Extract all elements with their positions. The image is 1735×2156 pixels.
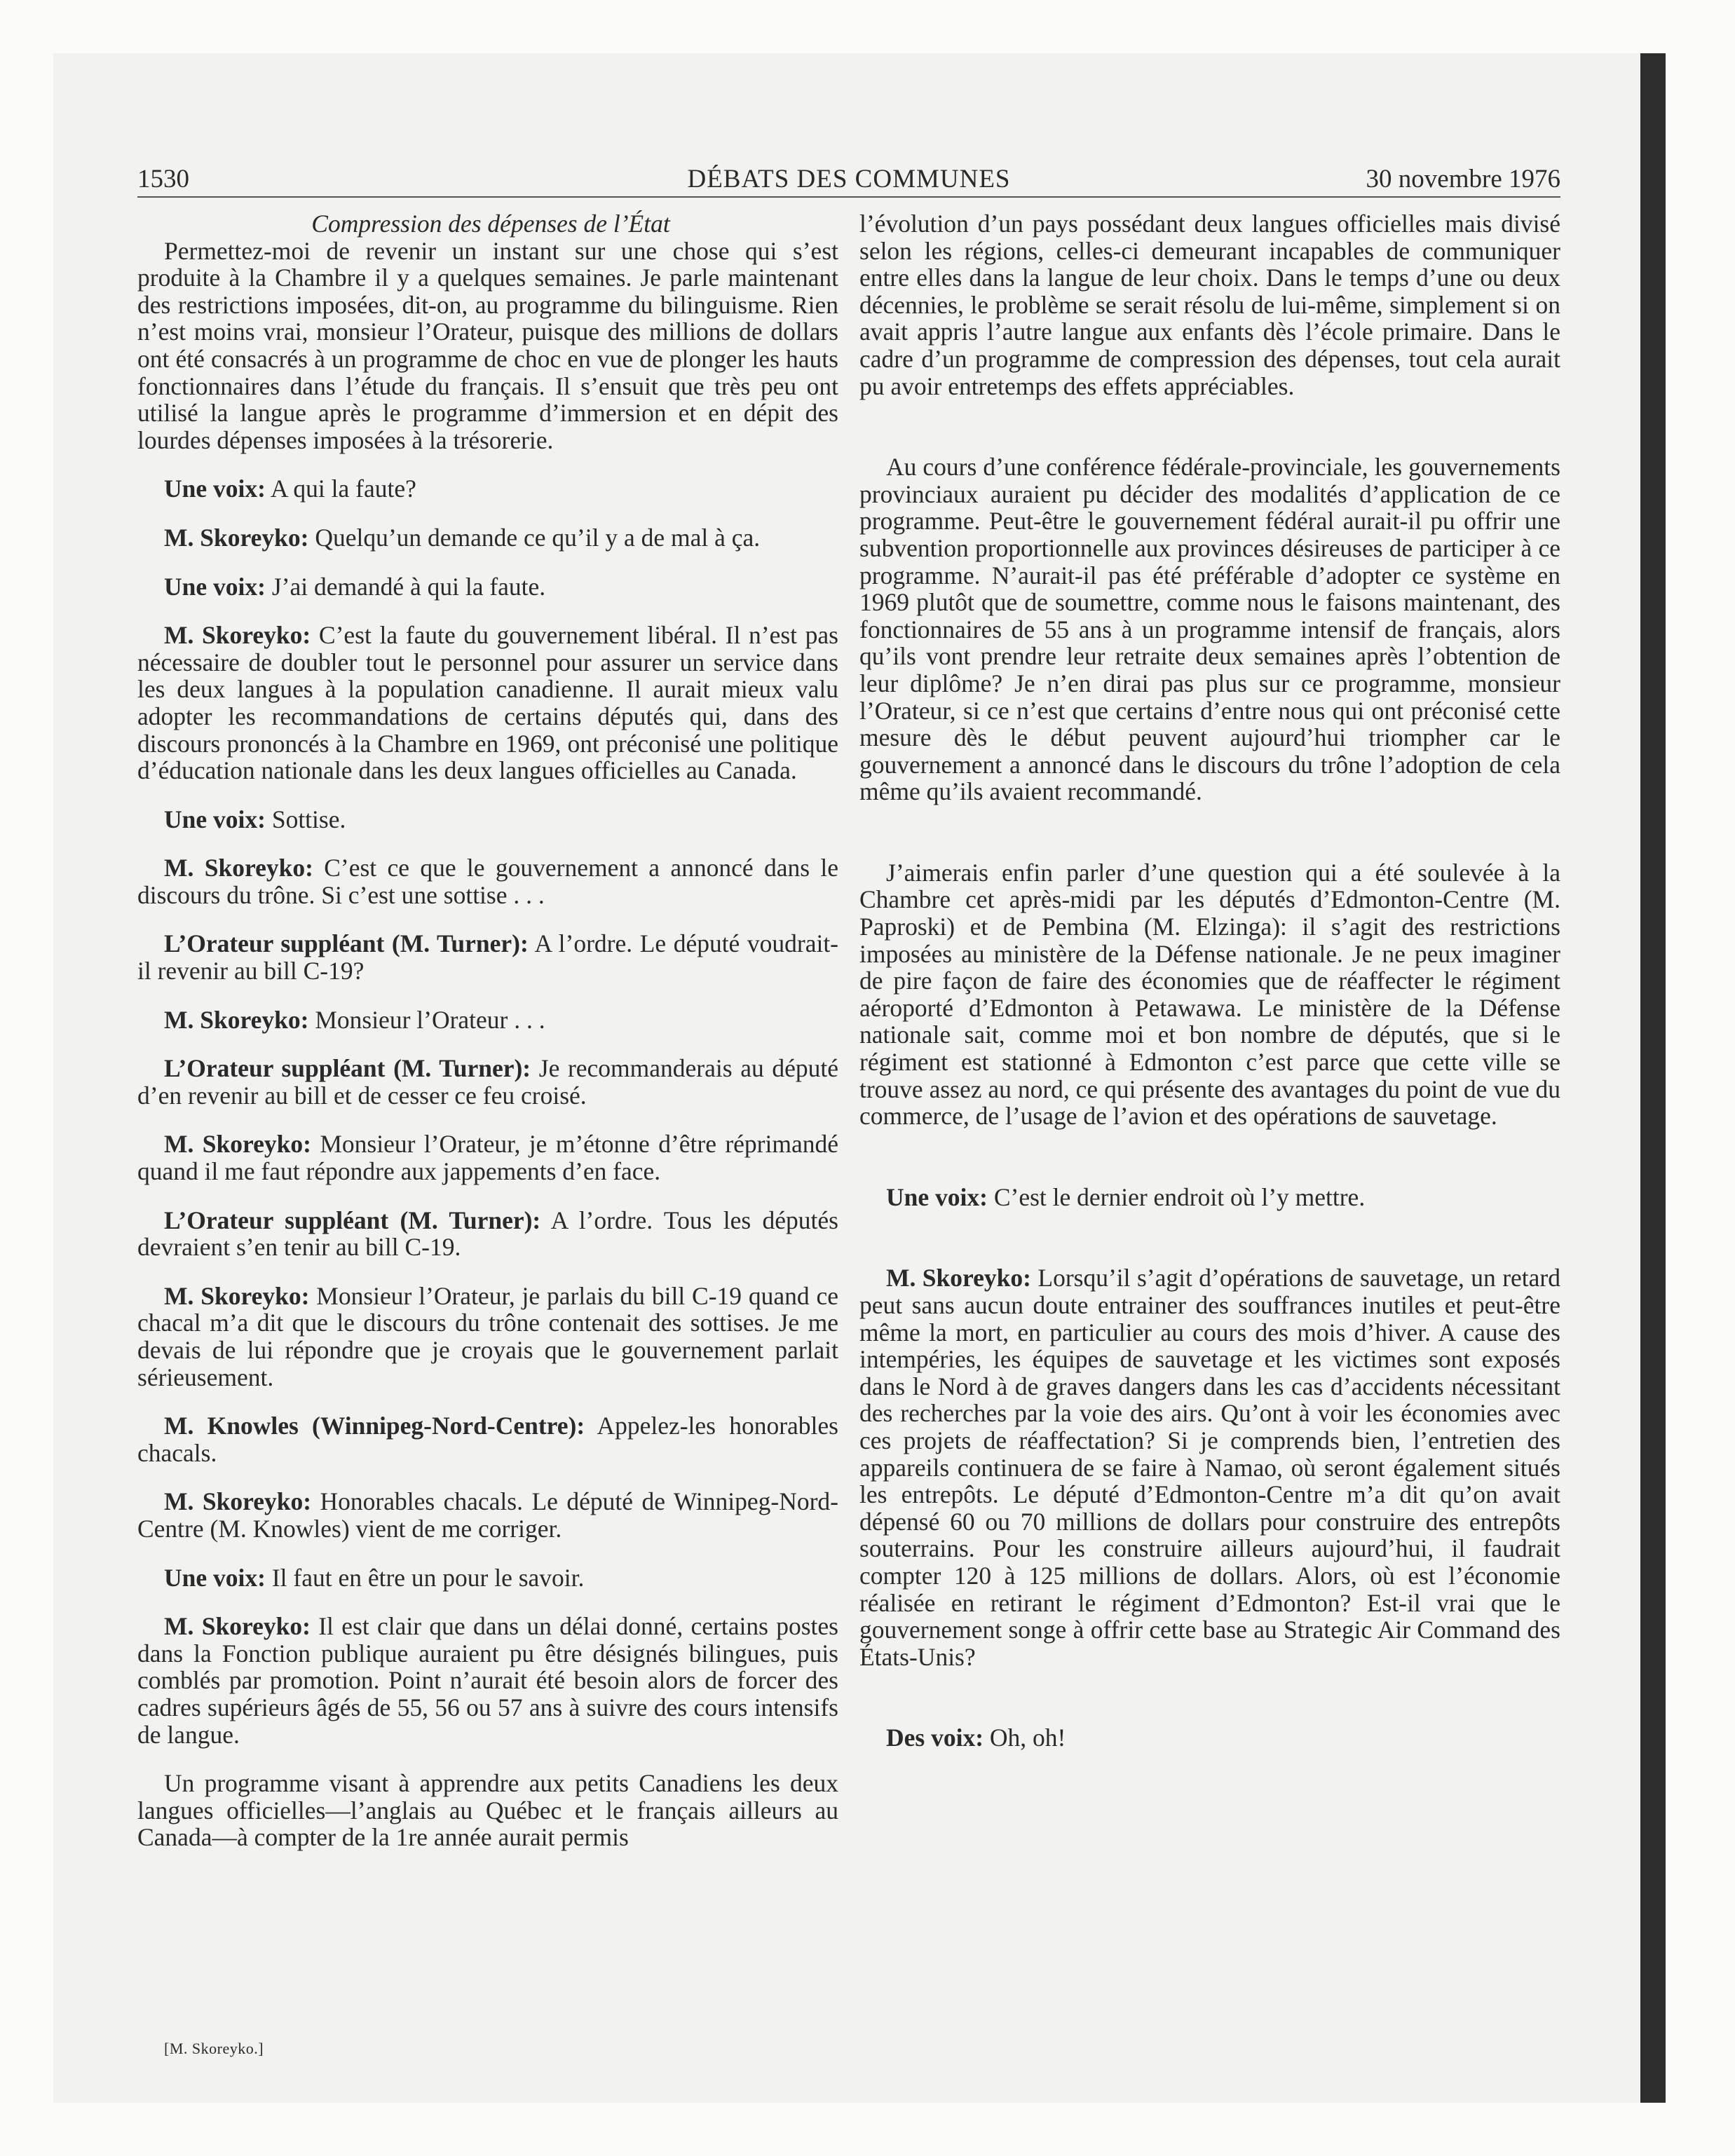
speaker: M. Skoreyko:	[164, 1487, 312, 1516]
speech-text: J’ai demandé à qui la faute.	[265, 572, 546, 601]
page-number: 1530	[137, 165, 189, 193]
speech-text: Lorsqu’il s’agit d’opérations de sauvetage, un retard peut sans aucun doute entrainer des souffrances inutiles et peut-être même la mort, en particulier au cours des mois d’hiver. A cause des intempéries, les équipes de sauvetage et les victimes sont exposés dans le Nord à de graves dangers dans les cas d’accidents nécessitant des recherches par la voie des airs. Qu’ont à voir les économies avec ces projets de réaffectation? Si je comprends bien, l’entretien des appareils continuera de se faire à Namao, où seront également situés les entrepôts. Le député d’Edmonton-Centre m’a dit qu’on avait dépensé 60 ou 70 millions de dollars pour construire des entrepôts souterrains. Pour les construire ailleurs aujourd’hui, il faudrait compter 120 à 125 millions de dollars. Alors, où est l’économie réalisée en retirant le régiment d’Edmonton? Est-il vrai que le gouvernement songe à offrir cette base au Strategic Air Command des États-Unis?	[859, 1264, 1560, 1671]
speech	[137, 854, 838, 908]
paragraph: Au cours d’une conférence fédérale-provinciale, les gouvernements provinciaux auraient pu décider des modalités d’application de ce programme. Peut-être le gouvernement fédéral aurait-il pu offrir une subvention proportionnelle aux provinces désireuses de participer à ce programme. N’aurait-il pas été préférable d’adopter ce système en 1969 plutôt que de soumettre, comme nous le faisons maintenant, des fonctionnaires de 55 ans à un programme intensif de français, alors qu’ils vont prendre leur retraite deux semaines après l’obtention de leur diplôme? Je n’en dirai pas plus sur ce programme, monsieur l’Orateur, si ce n’est que certains d’entre nous qui ont préconisé cette mesure dès le début peuvent aujourd’hui triompher car le gouvernement a annoncé dans le discours du trône l’adoption de cela même qu’ils avaient recommandé.	[859, 453, 1560, 806]
speech-text: C’est la faute du gouvernement libéral. Il n’est pas nécessaire de doubler tout le personnel pour assurer un service dans les deux langues à la population canadienne. Il aurait mieux valu adopter les recommandations de certains députés qui, dans des discours prononcés à la Chambre en 1969, ont préconisé une politique d’éducation nationale dans les deux langues officielles au Canada.	[137, 621, 838, 785]
speech-text: Oh, oh!	[984, 1724, 1066, 1752]
speaker: M. Skoreyko:	[164, 523, 309, 552]
speech-text: Sottise.	[265, 805, 346, 833]
speech-text: Monsieur l’Orateur, je m’étonne d’être réprimandé quand il me faut répondre aux jappements d’en face.	[137, 1130, 838, 1186]
speech	[137, 524, 838, 552]
speech-text: Il est clair que dans un délai donné, certains postes dans la Fonction publique auraient pu être désignés bilingues, puis comblés par promotion. Point n’aurait été besoin alors de forcer des cadres supérieurs âgés de 55, 56 ou 57 ans à suivre des cours intensifs de langue.	[137, 1612, 838, 1749]
speech-text: C’est ce que le gouvernement a annoncé dans le discours du trône. Si c’est une sottise . . .	[137, 854, 838, 909]
speech	[137, 1613, 838, 1748]
speaker: Une voix:	[164, 475, 266, 503]
page-header	[137, 163, 1560, 198]
speech	[859, 1264, 1560, 1670]
page-date: 30 novembre 1976	[1366, 165, 1560, 193]
speech	[137, 1488, 838, 1542]
speech	[137, 622, 838, 784]
scan-edge-bar	[1640, 53, 1666, 2103]
speech-text: Quelqu’un demande ce qu’il y a de mal à ça.	[308, 523, 761, 552]
speech	[137, 1131, 838, 1185]
speech	[137, 1564, 838, 1592]
speaker: Une voix:	[164, 572, 266, 601]
speaker: M. Skoreyko:	[164, 1281, 310, 1310]
speech	[137, 1283, 838, 1391]
speech-text: A l’ordre. Le député voudrait-il revenir au bill C-19?	[137, 929, 839, 985]
speech-text: C’est le dernier endroit où l’y mettre.	[987, 1182, 1366, 1211]
speaker: M. Skoreyko:	[164, 854, 313, 882]
speech	[137, 806, 838, 833]
right-column	[859, 210, 1560, 1752]
speech	[859, 1184, 1560, 1211]
speech	[137, 1207, 838, 1261]
speaker: M. Skoreyko:	[164, 1612, 311, 1641]
speech	[137, 573, 838, 601]
left-column	[137, 210, 838, 1851]
speech	[137, 1007, 838, 1034]
speaker-tag: [M. Skoreyko.]	[164, 2040, 264, 2057]
speech	[137, 475, 838, 503]
speaker: M. Skoreyko:	[164, 1130, 311, 1159]
speaker: L’Orateur suppléant (M. Turner):	[164, 929, 529, 958]
speech	[859, 1724, 1560, 1752]
paragraph: l’évolution d’un pays possédant deux langues officielles mais divisé selon les régions, celles-ci demeurant incapables de communiquer entre elles dans la langue de leur choix. Dans le temps d’une ou deux décennies, le problème se serait résolu de lui-même, simplement si on avait appris l’autre langue aux enfants dès l’école primaire. Dans le cadre d’un programme de compression des dépenses, tout cela aurait pu avoir entretemps des effets appréciables.	[859, 210, 1560, 400]
speaker: Des voix:	[886, 1724, 984, 1752]
speech	[137, 930, 838, 984]
speaker: Une voix:	[164, 1563, 266, 1592]
speech-text: Monsieur l’Orateur, je parlais du bill C-19 quand ce chacal m’a dit que le discours du trône contenait des sottises. Je me devais de lui répondre que je croyais que le gouvernement parlait sérieusement.	[137, 1281, 838, 1391]
speech-text: A l’ordre. Tous les députés devraient s’en tenir au bill C-19.	[137, 1206, 838, 1262]
speech-text: Il faut en être un pour le savoir.	[265, 1563, 585, 1592]
paragraph: Permettez-moi de revenir un instant sur une chose qui s’est produite à la Chambre il y a quelques semaines. Je parle maintenant des restrictions imposées, dit-on, au programme du bilinguisme. Rien n’est moins vrai, monsieur l’Orateur, puisque des millions de dollars ont été consacrés à un programme de choc en vue de plonger les hauts fonctionnaires dans l’étude du français. Il s’ensuit que très peu ont utilisé la langue après le programme d’immersion et en dépit des lourdes dépenses imposées à la trésorerie.	[137, 236, 838, 454]
speech-text: A qui la faute?	[265, 475, 416, 503]
speaker: M. Knowles (Winnipeg-Nord-Centre):	[164, 1412, 585, 1440]
paragraph: J’aimerais enfin parler d’une question qui a été soulevée à la Chambre cet après-midi par les députés d’Edmonton-Centre (M. Paproski) et de Pembina (M. Elzinga): il s’agit des restrictions imposées au ministère de la Défense nationale. Je ne peux imaginer de pire façon de faire des économies que de réaffecter le régiment aéroporté d’Edmonton à Petawawa. Le ministère de la Défense nationale sait, comme moi et bon nombre de députés, que si le régiment est stationné à Edmonton c’est parce que cette ville se trouve assez au nord, ce qui présente des avantages du point de vue du commerce, de l’usage de l’avion et des opérations de sauvetage.	[859, 858, 1560, 1131]
publication-title: DÉBATS DES COMMUNES	[687, 165, 1011, 193]
speaker: L’Orateur suppléant (M. Turner):	[164, 1206, 541, 1234]
paragraph: Un programme visant à apprendre aux petits Canadiens les deux langues officielles—l’anglais au Québec et le français ailleurs au Canada—à compter de la 1re année aurait permis	[137, 1769, 838, 1852]
speaker: L’Orateur suppléant (M. Turner):	[164, 1054, 531, 1083]
speech	[137, 1055, 838, 1109]
speech-text: Monsieur l’Orateur . . .	[308, 1005, 545, 1034]
speaker: M. Skoreyko:	[164, 621, 311, 650]
speech	[137, 1412, 838, 1466]
speaker: Une voix:	[886, 1182, 988, 1211]
speaker: Une voix:	[164, 805, 266, 833]
speech-text: Je recommanderais au député d’en revenir au bill et de cesser ce feu croisé.	[137, 1054, 838, 1110]
speaker: M. Skoreyko:	[886, 1264, 1031, 1292]
speech-text: Honorables chacals. Le député de Winnipeg-Nord-Centre (M. Knowles) vient de me corriger.	[137, 1487, 838, 1543]
speech-text: Appelez-les honorables chacals.	[137, 1412, 838, 1467]
section-heading: Compression des dépenses de l’État	[311, 210, 670, 238]
speaker: M. Skoreyko:	[164, 1005, 309, 1034]
